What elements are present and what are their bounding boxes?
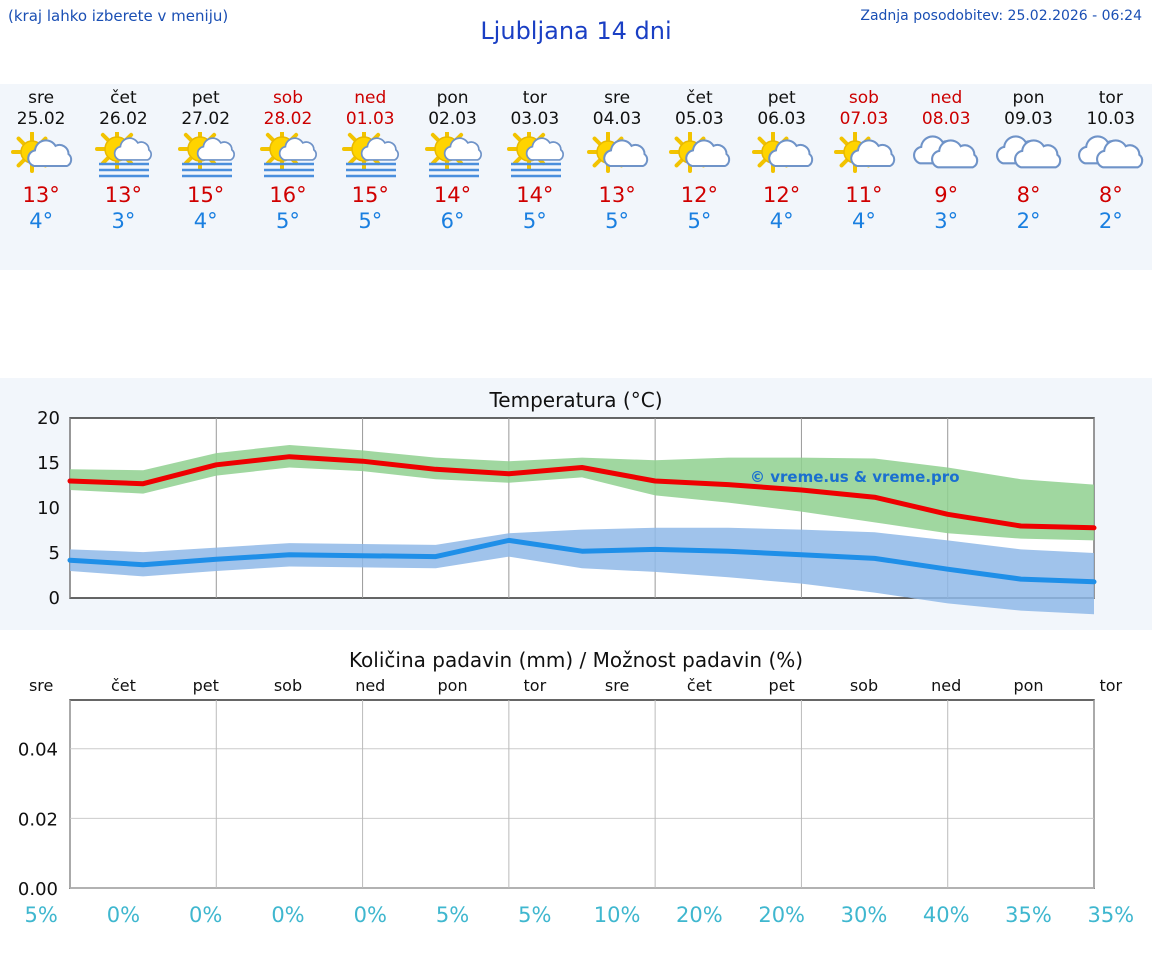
- day-date: 07.03: [839, 109, 889, 129]
- day-of-week: sob: [848, 88, 879, 108]
- forecast-day-13[interactable]: [987, 84, 1069, 270]
- precip-day-label: čet: [110, 676, 136, 695]
- precip-probability: 5%: [518, 903, 552, 927]
- weather-icon-wrap: [993, 132, 1065, 180]
- temp-max: 8°: [1098, 183, 1123, 207]
- forecast-day-3[interactable]: [165, 84, 247, 270]
- weather-icon-wrap: [663, 132, 735, 180]
- weather-icon-wrap: [1075, 132, 1147, 180]
- precip-day-label: čet: [686, 676, 712, 695]
- forecast-day-strip: [0, 84, 1152, 270]
- cloud-icon: [1075, 132, 1147, 180]
- temp-max: 13°: [22, 183, 60, 207]
- day-of-week: tor: [522, 88, 547, 108]
- temp-min: 2°: [1016, 209, 1041, 233]
- day-date: 02.03: [428, 109, 477, 129]
- day-of-week: pon: [1012, 88, 1045, 108]
- y-tick-label: 0.02: [17, 809, 58, 831]
- precip-probability: 20%: [758, 903, 806, 927]
- temp-max: 16°: [269, 183, 307, 207]
- day-date: 25.02: [16, 109, 66, 129]
- temp-max: 8°: [1016, 183, 1041, 207]
- temp-min: 2°: [1098, 209, 1123, 233]
- precip-probability: 40%: [922, 903, 970, 927]
- forecast-day-10[interactable]: [741, 84, 823, 270]
- day-of-week: ned: [930, 88, 963, 108]
- day-of-week: pon: [436, 88, 469, 108]
- forecast-day-6[interactable]: [411, 84, 493, 270]
- precip-day-label: pet: [192, 676, 219, 695]
- sun-cloud-rain-icon: [87, 132, 159, 180]
- forecast-day-2[interactable]: [82, 84, 164, 270]
- y-tick-label: 15: [37, 453, 60, 474]
- precip-probability: 20%: [676, 903, 723, 927]
- temperature-chart-title: Temperatura (°C): [489, 388, 663, 412]
- day-date: 10.03: [1086, 109, 1136, 129]
- weather-icon-wrap: [87, 132, 159, 180]
- forecast-day-4[interactable]: [247, 84, 329, 270]
- copyright-text: © vreme.us & vreme.pro: [750, 468, 960, 486]
- precip-probability: 35%: [1087, 903, 1135, 927]
- temp-min: 5°: [687, 209, 712, 233]
- sun-cloud-rain-icon: [334, 132, 406, 180]
- day-date: 09.03: [1004, 109, 1053, 129]
- temp-min: 4°: [852, 209, 876, 233]
- y-tick-label: 10: [37, 498, 60, 519]
- precip-day-label: sob: [849, 676, 879, 695]
- precip-day-label: pon: [437, 676, 468, 695]
- precip-probability: 5%: [24, 903, 58, 927]
- precipitation-chart: [0, 672, 1152, 902]
- day-date: 05.03: [675, 109, 724, 129]
- page-title: Ljubljana 14 dni: [480, 17, 672, 45]
- precip-day-label: pon: [1013, 676, 1044, 695]
- temp-max: 11°: [845, 183, 883, 207]
- temp-min: 4°: [193, 209, 218, 233]
- temp-min: 6°: [440, 209, 465, 233]
- sun-cloud-rain-icon: [170, 132, 242, 180]
- y-tick-label: 0: [48, 588, 60, 609]
- precip-day-label: tor: [523, 676, 547, 695]
- day-date: 08.03: [921, 109, 971, 129]
- temp-min: 4°: [29, 209, 54, 233]
- day-of-week: čet: [686, 88, 713, 108]
- temp-min: 3°: [111, 209, 136, 233]
- temp-max: 14°: [516, 183, 554, 207]
- weather-icon-wrap: [746, 132, 818, 180]
- day-date: 04.03: [592, 109, 642, 129]
- precip-day-label: pet: [768, 676, 795, 695]
- temp-max: 13°: [598, 183, 636, 207]
- forecast-day-7[interactable]: [494, 84, 576, 270]
- weather-icon-wrap: [252, 132, 324, 180]
- day-date: 27.02: [181, 109, 231, 129]
- precip-day-label: sre: [604, 676, 630, 695]
- sun-cloud-icon: [746, 132, 818, 180]
- precip-day-label: tor: [1099, 676, 1123, 695]
- sun-cloud-rain-icon: [499, 132, 571, 180]
- precip-probability: 35%: [1005, 903, 1052, 927]
- day-date: 03.03: [510, 109, 560, 129]
- sun-cloud-icon: [828, 132, 900, 180]
- precip-probability: 5%: [435, 903, 470, 927]
- precipitation-day-labels: [0, 676, 1152, 695]
- temp-min: 5°: [522, 209, 547, 233]
- precipitation-chart-title: Količina padavin (mm) / Možnost padavin (%): [348, 648, 804, 672]
- precip-probability: 0%: [271, 903, 305, 927]
- last-update-text: Zadnja posodobitev: 25.02.2026 - 06:24: [860, 8, 1142, 24]
- day-date: 06.03: [757, 109, 806, 129]
- temp-min: 5°: [276, 209, 300, 233]
- y-tick-label: 0.04: [17, 739, 58, 761]
- day-of-week: čet: [110, 88, 137, 108]
- forecast-day-12[interactable]: [905, 84, 987, 270]
- temp-min: 5°: [358, 209, 383, 233]
- cloud-icon: [993, 132, 1065, 180]
- forecast-day-5[interactable]: [329, 84, 411, 270]
- day-of-week: pet: [191, 88, 220, 108]
- sun-cloud-rain-icon: [252, 132, 324, 180]
- temp-max: 15°: [351, 183, 389, 207]
- day-of-week: pet: [767, 88, 796, 108]
- sun-cloud-rain-icon: [417, 132, 489, 180]
- plot-area: [70, 700, 1094, 888]
- sun-cloud-icon: [581, 132, 653, 180]
- sun-cloud-icon: [663, 132, 735, 180]
- precip-probability: 0%: [353, 903, 387, 927]
- day-of-week: sob: [272, 88, 304, 108]
- forecast-day-11[interactable]: [823, 84, 905, 270]
- precip-probability: 0%: [189, 903, 223, 927]
- precipitation-probability-row: [0, 903, 1152, 927]
- weather-icon-wrap: [5, 132, 77, 180]
- weather-icon-wrap: [170, 132, 242, 180]
- forecast-day-9[interactable]: [658, 84, 740, 270]
- precip-probability: 0%: [106, 903, 141, 927]
- temperature-chart-block: [0, 378, 1152, 630]
- weather-icon-wrap: [499, 132, 571, 180]
- precip-probability: 10%: [593, 903, 641, 927]
- precip-day-label: sre: [28, 676, 54, 695]
- location-hint: (kraj lahko izberete v meniju): [8, 7, 229, 25]
- temp-min: 5°: [605, 209, 630, 233]
- y-tick-label: 5: [48, 543, 60, 564]
- temperature-chart: [0, 410, 1152, 626]
- temp-min: 3°: [934, 209, 959, 233]
- day-date: 01.03: [345, 109, 395, 129]
- precip-day-label: ned: [355, 676, 386, 695]
- page-header: [0, 0, 1152, 56]
- forecast-day-1[interactable]: [0, 84, 82, 270]
- weather-icon-wrap: [417, 132, 489, 180]
- weather-icon-wrap: [581, 132, 653, 180]
- weather-icon-wrap: [910, 132, 982, 180]
- temp-min: 4°: [769, 209, 794, 233]
- weather-icon-wrap: [828, 132, 900, 180]
- day-of-week: sre: [604, 88, 631, 108]
- day-of-week: sre: [28, 88, 55, 108]
- temp-max: 15°: [187, 183, 225, 207]
- day-of-week: ned: [354, 88, 387, 108]
- temp-max: 13°: [104, 183, 143, 207]
- precip-day-label: sob: [273, 676, 303, 695]
- day-date: 28.02: [263, 109, 313, 129]
- temp-max: 9°: [934, 183, 959, 207]
- temp-max: 12°: [763, 183, 801, 207]
- sun-cloud-icon: [5, 132, 77, 180]
- forecast-day-14[interactable]: [1070, 84, 1152, 270]
- precip-probability: 30%: [840, 903, 888, 927]
- temp-max: 12°: [680, 183, 718, 207]
- day-of-week: tor: [1098, 88, 1123, 108]
- weather-icon-wrap: [334, 132, 406, 180]
- y-tick-label: 20: [37, 410, 60, 429]
- cloud-icon: [910, 132, 982, 180]
- temp-max: 14°: [433, 183, 472, 207]
- precip-day-label: ned: [931, 676, 962, 695]
- forecast-day-8[interactable]: [576, 84, 658, 270]
- day-date: 26.02: [99, 109, 148, 129]
- y-tick-label: 0.00: [17, 879, 58, 900]
